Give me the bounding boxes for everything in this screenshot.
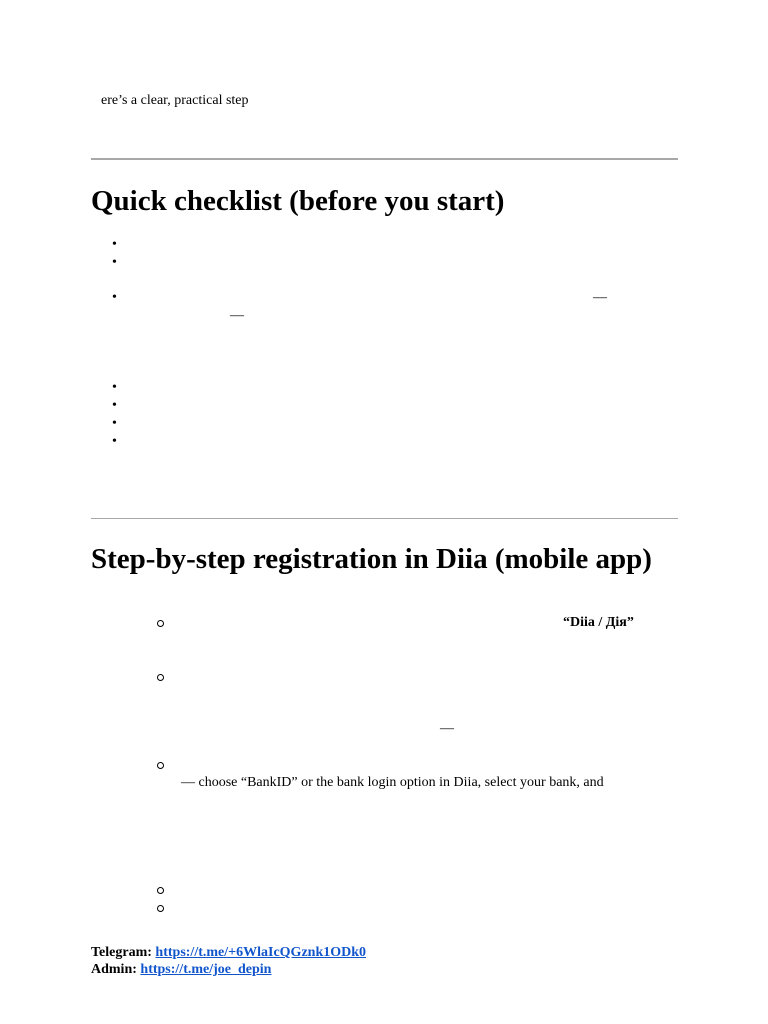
em-dash: —	[440, 721, 454, 736]
admin-link[interactable]: https://t.me/joe_depin	[140, 962, 272, 977]
app-name: “Diia / Дія”	[563, 615, 634, 630]
sublist-bullet-icon	[157, 674, 164, 681]
list-bullet: •	[112, 380, 117, 395]
sublist-bullet-icon	[157, 762, 164, 769]
section-heading-checklist: Quick checklist (before you start)	[91, 185, 505, 217]
list-bullet: •	[112, 290, 117, 305]
bankid-instruction: — choose “BankID” or the bank login option in Diia, select your bank, and	[181, 775, 604, 790]
section-heading-registration: Step-by-step registration in Diia (mobile app)	[91, 543, 652, 575]
sublist-bullet-icon	[157, 620, 164, 627]
sublist-bullet-icon	[157, 905, 164, 912]
admin-label: Admin:	[91, 962, 137, 977]
telegram-link[interactable]: https://t.me/+6WlaIcQGznk1ODk0	[155, 945, 367, 960]
intro-text: ere’s a clear, practical step	[101, 93, 249, 108]
list-bullet: •	[112, 255, 117, 270]
list-bullet: •	[112, 237, 117, 252]
telegram-label: Telegram:	[91, 945, 152, 960]
em-dash: —	[230, 308, 244, 323]
list-bullet: •	[112, 434, 117, 449]
admin-line	[91, 962, 271, 978]
telegram-line	[91, 945, 366, 961]
em-dash: —	[593, 290, 607, 305]
list-bullet: •	[112, 416, 117, 431]
list-bullet: •	[112, 398, 117, 413]
sublist-bullet-icon	[157, 887, 164, 894]
horizontal-rule	[91, 158, 678, 160]
horizontal-rule	[91, 518, 678, 519]
